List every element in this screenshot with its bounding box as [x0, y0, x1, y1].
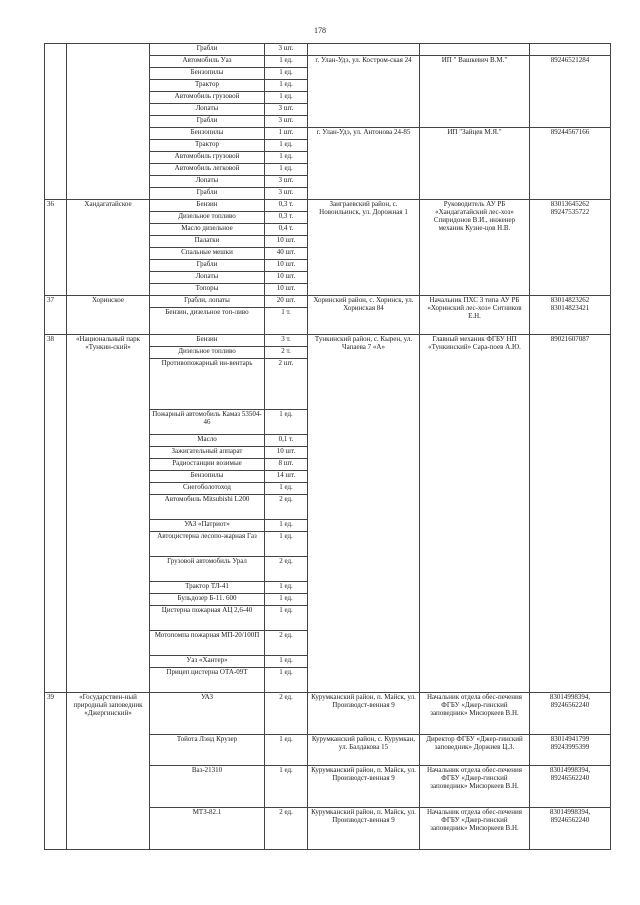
address-cell: Курумканский район, с. Курумкан, ул. Балдакова 15 — [308, 735, 420, 766]
item-cell: Грабли, лопаты — [150, 296, 265, 308]
page-number: 178 — [314, 26, 326, 35]
item-cell: Бензопилы — [150, 471, 265, 483]
address-cell: Курумканский район, п. Майск, ул. Производст-венная 9 — [308, 766, 420, 808]
qty-cell: 0,3 т. — [265, 200, 308, 212]
row-number-cell: 36 — [45, 200, 67, 296]
address-cell: г. Улан-Удэ, ул. Антонова 24-85 — [308, 128, 420, 200]
qty-cell: 10 шт. — [265, 260, 308, 272]
row-number-cell — [45, 44, 67, 200]
item-cell: Автоцистерна лесопо-жарная Газ — [150, 532, 265, 557]
area-cell: «Национальный парк «Тункин-ский» — [67, 335, 150, 693]
qty-cell: 1 ед. — [265, 68, 308, 80]
phone-cell — [530, 44, 611, 56]
area-cell — [67, 44, 150, 200]
qty-cell: 1 ед. — [265, 520, 308, 532]
item-cell: Бензин — [150, 335, 265, 347]
item-cell: Автомобиль легковой — [150, 164, 265, 176]
item-cell: Дизельное топливо — [150, 347, 265, 359]
item-cell: Грабли — [150, 260, 265, 272]
qty-cell: 1 ед. — [265, 582, 308, 594]
qty-cell: 0,4 т. — [265, 224, 308, 236]
contact-cell: Директор ФГБУ «Джер-гинский заповедник» Доржиев Ц.З. — [420, 735, 530, 766]
qty-cell: 0,3 т. — [265, 212, 308, 224]
qty-cell: 1 ед. — [265, 140, 308, 152]
item-cell: Мотопомпа пожарная МП-20/100П — [150, 631, 265, 656]
item-cell: Прицеп цистерна ОТА-09Т — [150, 668, 265, 693]
item-cell: Масло дизельное — [150, 224, 265, 236]
contact-cell: Начальник отдела обес-печения ФГБУ «Джер-гинский заповедник» Мисюркеев В.Н. — [420, 766, 530, 808]
item-cell: Трактор — [150, 80, 265, 92]
row-number-cell: 38 — [45, 335, 67, 693]
item-cell: Автомобиль грузовой — [150, 152, 265, 164]
qty-cell: 3 шт. — [265, 44, 308, 56]
qty-cell: 2 ед. — [265, 495, 308, 520]
phone-cell: 83014941799 89243995399 — [530, 735, 611, 766]
qty-cell: 0,1 т. — [265, 435, 308, 447]
address-cell: Заиграевский район, с. Новоильинск, ул. Дорожная 1 — [308, 200, 420, 296]
address-cell: г. Улан-Удэ, ул. Костром-ская 24 — [308, 56, 420, 128]
phone-cell: 89246521284 — [530, 56, 611, 128]
item-cell: Цистерна пожарная АЦ 2,6-40 — [150, 606, 265, 631]
qty-cell: 1 ед. — [265, 656, 308, 668]
phone-cell: 83014998394, 89246562240 — [530, 808, 611, 850]
table-row — [45, 200, 611, 212]
contact-cell: ИП " Вашкевич В.М." — [420, 56, 530, 128]
contact-cell: Начальник отдела обес-печения ФГБУ «Джер-гинский заповедник» Мисюркеев В.Н. — [420, 808, 530, 850]
area-cell: Хандагатайское — [67, 200, 150, 296]
qty-cell: 2 т. — [265, 347, 308, 359]
qty-cell: 1 ед. — [265, 735, 308, 766]
qty-cell: 2 ед. — [265, 557, 308, 582]
item-cell: Бульдозер Б-11. 600 — [150, 594, 265, 606]
row-number-cell: 39 — [45, 693, 67, 850]
qty-cell: 3 т. — [265, 335, 308, 347]
item-cell: Уаз «Хантер» — [150, 656, 265, 668]
qty-cell: 2 ед. — [265, 808, 308, 850]
table-row — [45, 335, 611, 347]
address-cell: Хоринский район, с. Хоринск, ул. Хоринская 84 — [308, 296, 420, 335]
item-cell: Топоры — [150, 284, 265, 296]
qty-cell: 1 ед. — [265, 56, 308, 68]
qty-cell: 1 ед. — [265, 668, 308, 693]
contact-cell: ИП "Зайцев М.Я." — [420, 128, 530, 200]
phone-cell: 83014823262 83014823421 — [530, 296, 611, 335]
qty-cell: 40 шт. — [265, 248, 308, 260]
qty-cell: 1 ед. — [265, 80, 308, 92]
qty-cell: 1 ед. — [265, 152, 308, 164]
item-cell: Лопаты — [150, 272, 265, 284]
item-cell: МТЗ-82.1 — [150, 808, 265, 850]
row-number-cell: 37 — [45, 296, 67, 335]
phone-cell: 83014998394, 89246562240 — [530, 693, 611, 735]
qty-cell: 10 шт. — [265, 236, 308, 248]
qty-cell: 20 шт. — [265, 296, 308, 308]
qty-cell: 1 ед. — [265, 483, 308, 495]
qty-cell: 10 шт. — [265, 447, 308, 459]
qty-cell: 10 шт. — [265, 284, 308, 296]
phone-cell: 83013645262 89247535722 — [530, 200, 611, 296]
qty-cell: 14 шт. — [265, 471, 308, 483]
qty-cell: 1 т. — [265, 308, 308, 335]
qty-cell: 2 ед. — [265, 631, 308, 656]
qty-cell: 1 шт. — [265, 128, 308, 140]
qty-cell: 2 ед. — [265, 693, 308, 735]
phone-cell: 89021607087 — [530, 335, 611, 693]
contact-cell: Начальник отдела обес-печения ФГБУ «Джер-гинский заповедник» Мисюркеев В.Н. — [420, 693, 530, 735]
item-cell: Спальные мешки — [150, 248, 265, 260]
item-cell: Лопаты — [150, 176, 265, 188]
item-cell: Трактор ТЛ-41 — [150, 582, 265, 594]
address-cell: Тункинский район, с. Кырен, ул. Чапаева 7 «А» — [308, 335, 420, 693]
area-cell: Хоринское — [67, 296, 150, 335]
qty-cell: 8 шт. — [265, 459, 308, 471]
item-cell: Пожарный автомобиль Камаз 53504-46 — [150, 410, 265, 435]
item-cell: Грузовой автомобиль Урал — [150, 557, 265, 582]
item-cell: Зажигательный аппарат — [150, 447, 265, 459]
item-cell: Ваз-21310 — [150, 766, 265, 808]
qty-cell: 1 ед. — [265, 606, 308, 631]
phone-cell: 89244567166 — [530, 128, 611, 200]
phone-cell: 83014998394, 89246562240 — [530, 766, 611, 808]
area-cell: «Государствен-ный природный заповедник «Джергинский» — [67, 693, 150, 850]
table-row — [45, 693, 611, 735]
item-cell: Автомобиль Уаз — [150, 56, 265, 68]
item-cell: УАЗ «Патриот» — [150, 520, 265, 532]
address-cell: Курумканский район, п. Майск, ул. Производст-венная 9 — [308, 808, 420, 850]
item-cell: Тойота Лэнд Крузер — [150, 735, 265, 766]
qty-cell: 1 ед. — [265, 594, 308, 606]
item-cell: Автомобиль Mitsubishi L200 — [150, 495, 265, 520]
qty-cell: 10 шт. — [265, 272, 308, 284]
item-cell: Трактор — [150, 140, 265, 152]
item-cell: Бензопилы — [150, 68, 265, 80]
address-cell: Курумканский район, п. Майск, ул. Производст-венная 9 — [308, 693, 420, 735]
item-cell: УАЗ — [150, 693, 265, 735]
qty-cell: 3 шт. — [265, 176, 308, 188]
contact-cell: Начальник ПХС 3 типа АУ РБ «Хоринский лес-хоз» Ситников Е.Н. — [420, 296, 530, 335]
qty-cell: 1 ед. — [265, 92, 308, 104]
resources-table — [44, 43, 611, 850]
item-cell: Грабли — [150, 188, 265, 200]
contact-cell — [420, 44, 530, 56]
item-cell: Противопожарный ин-вентарь — [150, 359, 265, 410]
item-cell: Радиостанции возимые — [150, 459, 265, 471]
item-cell: Масло — [150, 435, 265, 447]
qty-cell: 3 шт. — [265, 116, 308, 128]
address-cell — [308, 44, 420, 56]
item-cell: Дизельное топливо — [150, 212, 265, 224]
item-cell: Лопаты — [150, 104, 265, 116]
table-row — [45, 296, 611, 308]
qty-cell: 3 шт. — [265, 104, 308, 116]
qty-cell: 3 шт. — [265, 188, 308, 200]
table-row — [45, 44, 611, 56]
qty-cell: 2 шт. — [265, 359, 308, 410]
item-cell: Грабли — [150, 116, 265, 128]
item-cell: Снегоболотоход — [150, 483, 265, 495]
qty-cell: 1 ед. — [265, 410, 308, 435]
qty-cell: 1 ед. — [265, 164, 308, 176]
item-cell: Бензопилы — [150, 128, 265, 140]
item-cell: Бензин — [150, 200, 265, 212]
item-cell: Грабли — [150, 44, 265, 56]
contact-cell: Главный механик ФГБУ НП «Тункинский» Сара-поев А.Ю. — [420, 335, 530, 693]
item-cell: Автомобиль грузовой — [150, 92, 265, 104]
qty-cell: 1 ед. — [265, 766, 308, 808]
item-cell: Бензин, дизельное топ-ливо — [150, 308, 265, 335]
item-cell: Палатки — [150, 236, 265, 248]
qty-cell: 1 ед. — [265, 532, 308, 557]
contact-cell: Руководитель АУ РБ «Хандагатайский лес-хоз» Спиридонов В.И., инженер механик Кузне-цов Н.В. — [420, 200, 530, 296]
